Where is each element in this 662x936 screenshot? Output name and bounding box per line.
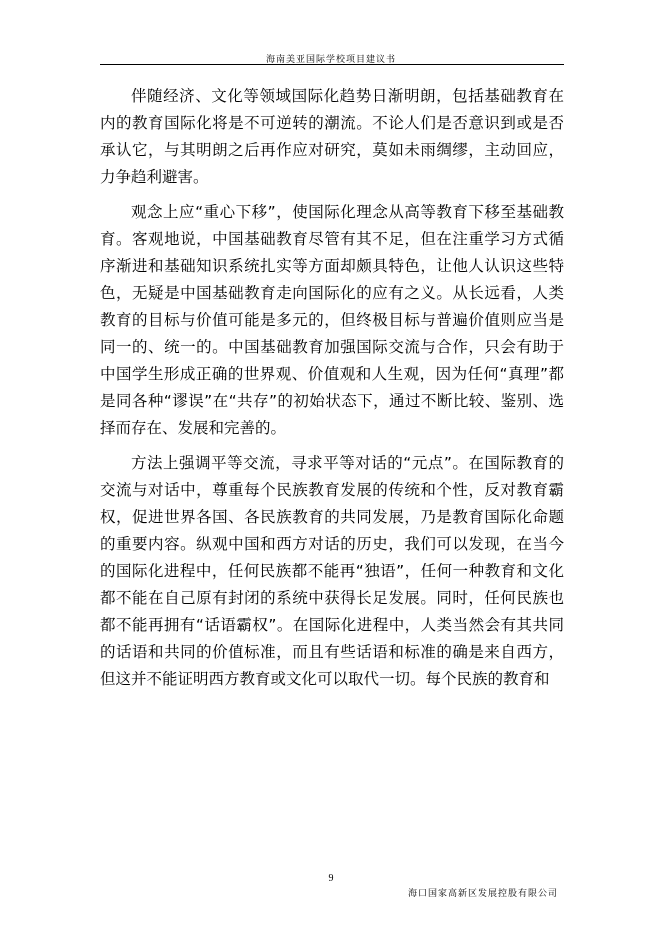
page-number: 9 [328, 873, 334, 884]
header-divider [100, 64, 564, 65]
paragraph-concept-shift: 观念上应“重心下移”，使国际化理念从高等教育下移至基础教育。客观地说，中国基础教育尽管有其不足，但在注重学习方式循序渐进和基础知识系统扎实等方面却颇具特色，让他人认识这些特色，无疑是中国基础教育走向国际化的应有之义。从长远看，人类教育的目标与价值可能是多元的，但终极目标与普遍价值则应当是同一的、统一的。中国基础教育加强国际交流与合作，只会有助于中国学生形成正确的世界观、价值观和人生观，因为任何“真理”都是同各种“谬误”在“共存”的初始状态下，通过不断比较、鉴别、选择而存在、发展和完善的。 [100, 203, 564, 437]
paragraph-internationalization-trend: 伴随经济、文化等领域国际化趋势日渐明朗，包括基础教育在内的教育国际化将是不可逆转的潮流。不论人们是否意识到或是否承认它，与其明朗之后再作应对研究，莫如未雨绸缪，主动回应，力争趋利避害。 [100, 87, 564, 186]
document-body [100, 83, 564, 693]
footer-company-name: 海口国家高新区发展控股有限公司 [407, 889, 558, 899]
document-header-title: 海南美亚国际学校项目建议书 [265, 55, 396, 65]
paragraph-equal-dialogue: 方法上强调平等交流，寻求平等对话的“元点”。在国际教育的交流与对话中，尊重每个民族教育发展的传统和个性，反对教育霸权，促进世界各国、各民族教育的共同发展，乃是教育国际化命题的重要内容。纵观中国和西方对话的历史，我们可以发现，在当今的国际化进程中，任何民族都不能再“独语”，任何一种教育和文化都不能在自己原有封闭的系统中获得长足发展。同时，任何民族也都不能再拥有“话语霸权”。在国际化进程中，人类当然会有其共同的话语和共同的价值标准，而且有些话语和标准的确是来自西方，但这并不能证明西方教育或文化可以取代一切。每个民族的教育和 [100, 454, 564, 688]
